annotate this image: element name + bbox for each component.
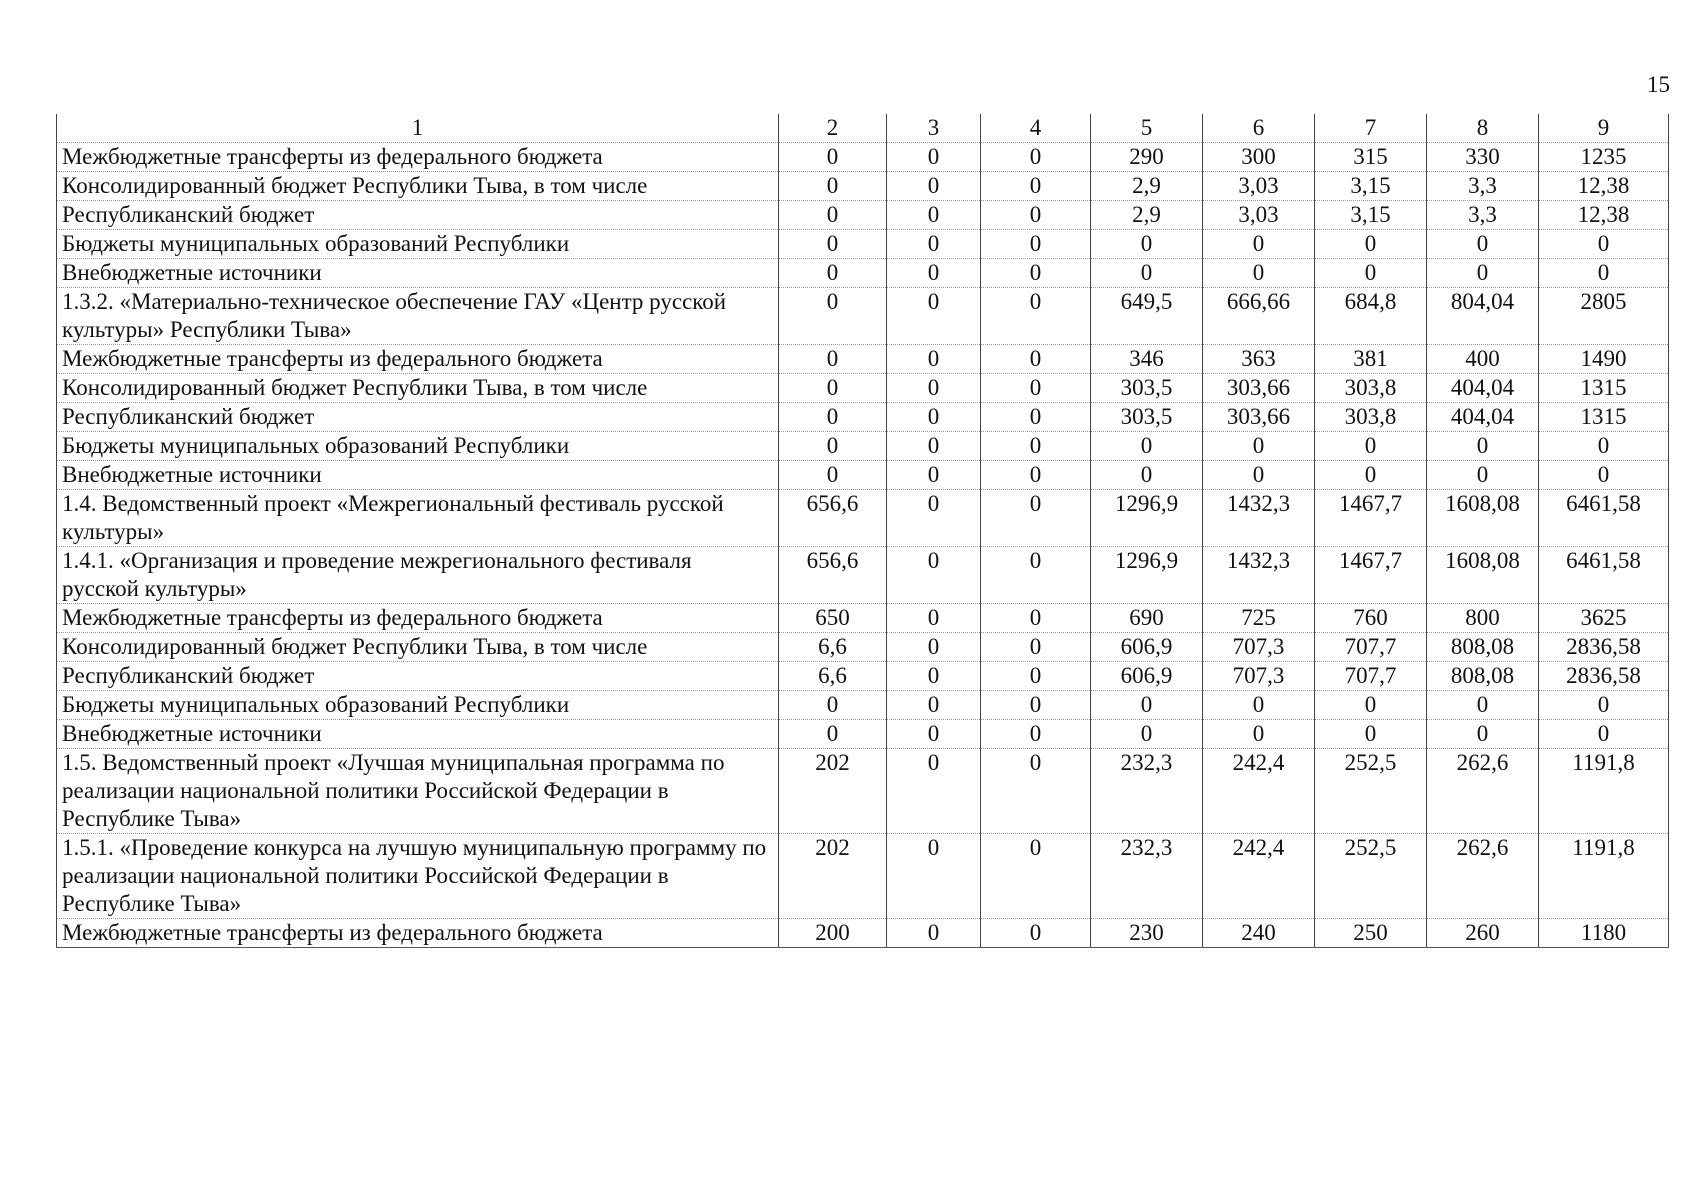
value-cell-col-8: 262,6 xyxy=(1427,834,1539,919)
table-row xyxy=(57,201,1669,230)
row-label: 1.4.1. «Организация и проведение межрегионального фестиваля русской культуры» xyxy=(57,547,779,604)
value-cell-col-2: 0 xyxy=(779,691,887,720)
row-label: Республиканский бюджет xyxy=(57,201,779,230)
value-cell-col-5: 2,9 xyxy=(1091,172,1203,201)
column-header-6: 6 xyxy=(1203,114,1315,143)
value-cell-col-8: 260 xyxy=(1427,919,1539,948)
table-row xyxy=(57,288,1669,345)
value-cell-col-5: 0 xyxy=(1091,432,1203,461)
value-cell-col-6: 1432,3 xyxy=(1203,490,1315,547)
value-cell-col-4: 0 xyxy=(981,919,1091,948)
value-cell-col-9: 2836,58 xyxy=(1539,662,1669,691)
column-header-4: 4 xyxy=(981,114,1091,143)
value-cell-col-6: 707,3 xyxy=(1203,662,1315,691)
value-cell-col-5: 1296,9 xyxy=(1091,490,1203,547)
table-row xyxy=(57,547,1669,604)
value-cell-col-2: 0 xyxy=(779,288,887,345)
value-cell-col-8: 0 xyxy=(1427,259,1539,288)
value-cell-col-5: 303,5 xyxy=(1091,374,1203,403)
value-cell-col-4: 0 xyxy=(981,461,1091,490)
value-cell-col-3: 0 xyxy=(887,604,981,633)
value-cell-col-4: 0 xyxy=(981,201,1091,230)
budget-table xyxy=(56,114,1669,948)
value-cell-col-5: 0 xyxy=(1091,230,1203,259)
value-cell-col-4: 0 xyxy=(981,172,1091,201)
value-cell-col-3: 0 xyxy=(887,749,981,834)
value-cell-col-9: 0 xyxy=(1539,230,1669,259)
page-number: 15 xyxy=(1647,72,1670,97)
table-row xyxy=(57,749,1669,834)
value-cell-col-2: 656,6 xyxy=(779,547,887,604)
value-cell-col-7: 303,8 xyxy=(1315,403,1427,432)
value-cell-col-5: 649,5 xyxy=(1091,288,1203,345)
value-cell-col-8: 0 xyxy=(1427,432,1539,461)
value-cell-col-5: 0 xyxy=(1091,461,1203,490)
value-cell-col-4: 0 xyxy=(981,662,1091,691)
value-cell-col-8: 330 xyxy=(1427,143,1539,172)
value-cell-col-8: 404,04 xyxy=(1427,403,1539,432)
table-row xyxy=(57,230,1669,259)
value-cell-col-3: 0 xyxy=(887,834,981,919)
value-cell-col-7: 0 xyxy=(1315,259,1427,288)
value-cell-col-3: 0 xyxy=(887,345,981,374)
table-row xyxy=(57,461,1669,490)
value-cell-col-9: 12,38 xyxy=(1539,201,1669,230)
row-label: 1.3.2. «Материально-техническое обеспечение ГАУ «Центр русской культуры» Республики Тыва» xyxy=(57,288,779,345)
value-cell-col-6: 0 xyxy=(1203,432,1315,461)
value-cell-col-5: 2,9 xyxy=(1091,201,1203,230)
column-header-5: 5 xyxy=(1091,114,1203,143)
value-cell-col-9: 6461,58 xyxy=(1539,547,1669,604)
value-cell-col-5: 606,9 xyxy=(1091,662,1203,691)
value-cell-col-6: 242,4 xyxy=(1203,834,1315,919)
value-cell-col-7: 707,7 xyxy=(1315,633,1427,662)
row-label: 1.5. Ведомственный проект «Лучшая муниципальная программа по реализации национальной политики Российской Федерации в Республике Тыва» xyxy=(57,749,779,834)
value-cell-col-2: 656,6 xyxy=(779,490,887,547)
value-cell-col-9: 12,38 xyxy=(1539,172,1669,201)
row-label: Внебюджетные источники xyxy=(57,461,779,490)
column-header-7: 7 xyxy=(1315,114,1427,143)
value-cell-col-7: 760 xyxy=(1315,604,1427,633)
table-row xyxy=(57,919,1669,948)
row-label: Консолидированный бюджет Республики Тыва, в том числе xyxy=(57,172,779,201)
value-cell-col-2: 0 xyxy=(779,374,887,403)
value-cell-col-3: 0 xyxy=(887,403,981,432)
value-cell-col-6: 0 xyxy=(1203,259,1315,288)
value-cell-col-9: 1490 xyxy=(1539,345,1669,374)
value-cell-col-2: 0 xyxy=(779,461,887,490)
value-cell-col-5: 0 xyxy=(1091,720,1203,749)
column-header-3: 3 xyxy=(887,114,981,143)
table-row xyxy=(57,662,1669,691)
value-cell-col-2: 6,6 xyxy=(779,633,887,662)
row-label: 1.5.1. «Проведение конкурса на лучшую муниципальную программу по реализации национальной политики Российской Федерации в Республике Тыва» xyxy=(57,834,779,919)
value-cell-col-3: 0 xyxy=(887,143,981,172)
value-cell-col-4: 0 xyxy=(981,230,1091,259)
value-cell-col-4: 0 xyxy=(981,143,1091,172)
value-cell-col-5: 606,9 xyxy=(1091,633,1203,662)
table-row xyxy=(57,403,1669,432)
value-cell-col-6: 0 xyxy=(1203,691,1315,720)
value-cell-col-8: 808,08 xyxy=(1427,662,1539,691)
value-cell-col-2: 0 xyxy=(779,172,887,201)
value-cell-col-5: 0 xyxy=(1091,259,1203,288)
value-cell-col-3: 0 xyxy=(887,172,981,201)
value-cell-col-3: 0 xyxy=(887,461,981,490)
value-cell-col-3: 0 xyxy=(887,720,981,749)
value-cell-col-8: 3,3 xyxy=(1427,201,1539,230)
value-cell-col-5: 232,3 xyxy=(1091,834,1203,919)
value-cell-col-7: 1467,7 xyxy=(1315,547,1427,604)
value-cell-col-8: 1608,08 xyxy=(1427,547,1539,604)
value-cell-col-7: 0 xyxy=(1315,432,1427,461)
value-cell-col-2: 200 xyxy=(779,919,887,948)
value-cell-col-2: 0 xyxy=(779,720,887,749)
table-row xyxy=(57,259,1669,288)
value-cell-col-4: 0 xyxy=(981,288,1091,345)
value-cell-col-9: 1235 xyxy=(1539,143,1669,172)
value-cell-col-5: 1296,9 xyxy=(1091,547,1203,604)
value-cell-col-8: 3,3 xyxy=(1427,172,1539,201)
value-cell-col-6: 3,03 xyxy=(1203,201,1315,230)
table-body xyxy=(57,114,1669,948)
value-cell-col-5: 690 xyxy=(1091,604,1203,633)
column-header-2: 2 xyxy=(779,114,887,143)
value-cell-col-7: 315 xyxy=(1315,143,1427,172)
row-label: Межбюджетные трансферты из федерального бюджета xyxy=(57,919,779,948)
value-cell-col-5: 0 xyxy=(1091,691,1203,720)
table-row xyxy=(57,834,1669,919)
value-cell-col-2: 0 xyxy=(779,432,887,461)
value-cell-col-9: 1315 xyxy=(1539,403,1669,432)
value-cell-col-9: 0 xyxy=(1539,259,1669,288)
value-cell-col-4: 0 xyxy=(981,374,1091,403)
value-cell-col-3: 0 xyxy=(887,201,981,230)
value-cell-col-4: 0 xyxy=(981,490,1091,547)
value-cell-col-5: 232,3 xyxy=(1091,749,1203,834)
value-cell-col-4: 0 xyxy=(981,259,1091,288)
value-cell-col-7: 0 xyxy=(1315,720,1427,749)
value-cell-col-8: 400 xyxy=(1427,345,1539,374)
row-label: Межбюджетные трансферты из федерального бюджета xyxy=(57,604,779,633)
value-cell-col-7: 303,8 xyxy=(1315,374,1427,403)
value-cell-col-6: 666,66 xyxy=(1203,288,1315,345)
value-cell-col-6: 363 xyxy=(1203,345,1315,374)
value-cell-col-5: 230 xyxy=(1091,919,1203,948)
value-cell-col-8: 0 xyxy=(1427,461,1539,490)
value-cell-col-6: 300 xyxy=(1203,143,1315,172)
value-cell-col-7: 3,15 xyxy=(1315,172,1427,201)
row-label: Республиканский бюджет xyxy=(57,403,779,432)
table-row xyxy=(57,172,1669,201)
value-cell-col-6: 1432,3 xyxy=(1203,547,1315,604)
value-cell-col-8: 262,6 xyxy=(1427,749,1539,834)
value-cell-col-9: 0 xyxy=(1539,461,1669,490)
value-cell-col-8: 0 xyxy=(1427,230,1539,259)
value-cell-col-6: 707,3 xyxy=(1203,633,1315,662)
value-cell-col-2: 0 xyxy=(779,403,887,432)
value-cell-col-2: 0 xyxy=(779,143,887,172)
value-cell-col-3: 0 xyxy=(887,662,981,691)
table-row xyxy=(57,143,1669,172)
value-cell-col-2: 0 xyxy=(779,345,887,374)
row-label: Бюджеты муниципальных образований Республики xyxy=(57,230,779,259)
value-cell-col-9: 0 xyxy=(1539,720,1669,749)
row-label: Внебюджетные источники xyxy=(57,720,779,749)
value-cell-col-8: 1608,08 xyxy=(1427,490,1539,547)
value-cell-col-9: 1191,8 xyxy=(1539,749,1669,834)
value-cell-col-4: 0 xyxy=(981,345,1091,374)
table-row xyxy=(57,345,1669,374)
value-cell-col-3: 0 xyxy=(887,547,981,604)
value-cell-col-5: 346 xyxy=(1091,345,1203,374)
value-cell-col-2: 0 xyxy=(779,230,887,259)
value-cell-col-3: 0 xyxy=(887,259,981,288)
value-cell-col-3: 0 xyxy=(887,633,981,662)
table-row xyxy=(57,720,1669,749)
value-cell-col-7: 0 xyxy=(1315,230,1427,259)
row-label: Внебюджетные источники xyxy=(57,259,779,288)
value-cell-col-7: 381 xyxy=(1315,345,1427,374)
row-label: Межбюджетные трансферты из федерального бюджета xyxy=(57,143,779,172)
value-cell-col-4: 0 xyxy=(981,604,1091,633)
value-cell-col-9: 0 xyxy=(1539,432,1669,461)
column-header-8: 8 xyxy=(1427,114,1539,143)
value-cell-col-3: 0 xyxy=(887,230,981,259)
value-cell-col-3: 0 xyxy=(887,288,981,345)
value-cell-col-4: 0 xyxy=(981,547,1091,604)
value-cell-col-6: 0 xyxy=(1203,720,1315,749)
value-cell-col-9: 3625 xyxy=(1539,604,1669,633)
value-cell-col-2: 202 xyxy=(779,749,887,834)
value-cell-col-2: 6,6 xyxy=(779,662,887,691)
value-cell-col-4: 0 xyxy=(981,403,1091,432)
value-cell-col-3: 0 xyxy=(887,490,981,547)
row-label: Республиканский бюджет xyxy=(57,662,779,691)
value-cell-col-6: 240 xyxy=(1203,919,1315,948)
value-cell-col-6: 0 xyxy=(1203,461,1315,490)
value-cell-col-7: 252,5 xyxy=(1315,834,1427,919)
value-cell-col-9: 1191,8 xyxy=(1539,834,1669,919)
value-cell-col-7: 0 xyxy=(1315,461,1427,490)
row-label: Бюджеты муниципальных образований Республики xyxy=(57,691,779,720)
value-cell-col-9: 1315 xyxy=(1539,374,1669,403)
value-cell-col-5: 303,5 xyxy=(1091,403,1203,432)
value-cell-col-2: 0 xyxy=(779,259,887,288)
value-cell-col-4: 0 xyxy=(981,432,1091,461)
value-cell-col-4: 0 xyxy=(981,834,1091,919)
table-row xyxy=(57,490,1669,547)
value-cell-col-8: 808,08 xyxy=(1427,633,1539,662)
table-row xyxy=(57,691,1669,720)
value-cell-col-9: 0 xyxy=(1539,691,1669,720)
value-cell-col-3: 0 xyxy=(887,919,981,948)
value-cell-col-8: 804,04 xyxy=(1427,288,1539,345)
row-label: Межбюджетные трансферты из федерального бюджета xyxy=(57,345,779,374)
value-cell-col-6: 0 xyxy=(1203,230,1315,259)
row-label: 1.4. Ведомственный проект «Межрегиональный фестиваль русской культуры» xyxy=(57,490,779,547)
value-cell-col-6: 3,03 xyxy=(1203,172,1315,201)
table-row xyxy=(57,633,1669,662)
value-cell-col-2: 0 xyxy=(779,201,887,230)
value-cell-col-4: 0 xyxy=(981,633,1091,662)
value-cell-col-4: 0 xyxy=(981,720,1091,749)
value-cell-col-7: 0 xyxy=(1315,691,1427,720)
row-label: Консолидированный бюджет Республики Тыва, в том числе xyxy=(57,374,779,403)
value-cell-col-2: 650 xyxy=(779,604,887,633)
value-cell-col-4: 0 xyxy=(981,749,1091,834)
column-header-1: 1 xyxy=(57,114,779,143)
value-cell-col-9: 2805 xyxy=(1539,288,1669,345)
value-cell-col-9: 1180 xyxy=(1539,919,1669,948)
row-label: Бюджеты муниципальных образований Республики xyxy=(57,432,779,461)
value-cell-col-7: 707,7 xyxy=(1315,662,1427,691)
row-label: Консолидированный бюджет Республики Тыва, в том числе xyxy=(57,633,779,662)
value-cell-col-2: 202 xyxy=(779,834,887,919)
value-cell-col-8: 0 xyxy=(1427,691,1539,720)
value-cell-col-6: 303,66 xyxy=(1203,374,1315,403)
value-cell-col-7: 3,15 xyxy=(1315,201,1427,230)
value-cell-col-6: 725 xyxy=(1203,604,1315,633)
table-row xyxy=(57,432,1669,461)
value-cell-col-4: 0 xyxy=(981,691,1091,720)
value-cell-col-9: 6461,58 xyxy=(1539,490,1669,547)
table-row xyxy=(57,374,1669,403)
value-cell-col-6: 303,66 xyxy=(1203,403,1315,432)
value-cell-col-8: 0 xyxy=(1427,720,1539,749)
value-cell-col-7: 250 xyxy=(1315,919,1427,948)
value-cell-col-3: 0 xyxy=(887,432,981,461)
value-cell-col-7: 684,8 xyxy=(1315,288,1427,345)
value-cell-col-5: 290 xyxy=(1091,143,1203,172)
value-cell-col-6: 242,4 xyxy=(1203,749,1315,834)
value-cell-col-7: 1467,7 xyxy=(1315,490,1427,547)
value-cell-col-8: 404,04 xyxy=(1427,374,1539,403)
table-row xyxy=(57,604,1669,633)
value-cell-col-8: 800 xyxy=(1427,604,1539,633)
column-header-9: 9 xyxy=(1539,114,1669,143)
value-cell-col-9: 2836,58 xyxy=(1539,633,1669,662)
value-cell-col-3: 0 xyxy=(887,374,981,403)
table-header-row xyxy=(57,114,1669,143)
value-cell-col-7: 252,5 xyxy=(1315,749,1427,834)
value-cell-col-3: 0 xyxy=(887,691,981,720)
